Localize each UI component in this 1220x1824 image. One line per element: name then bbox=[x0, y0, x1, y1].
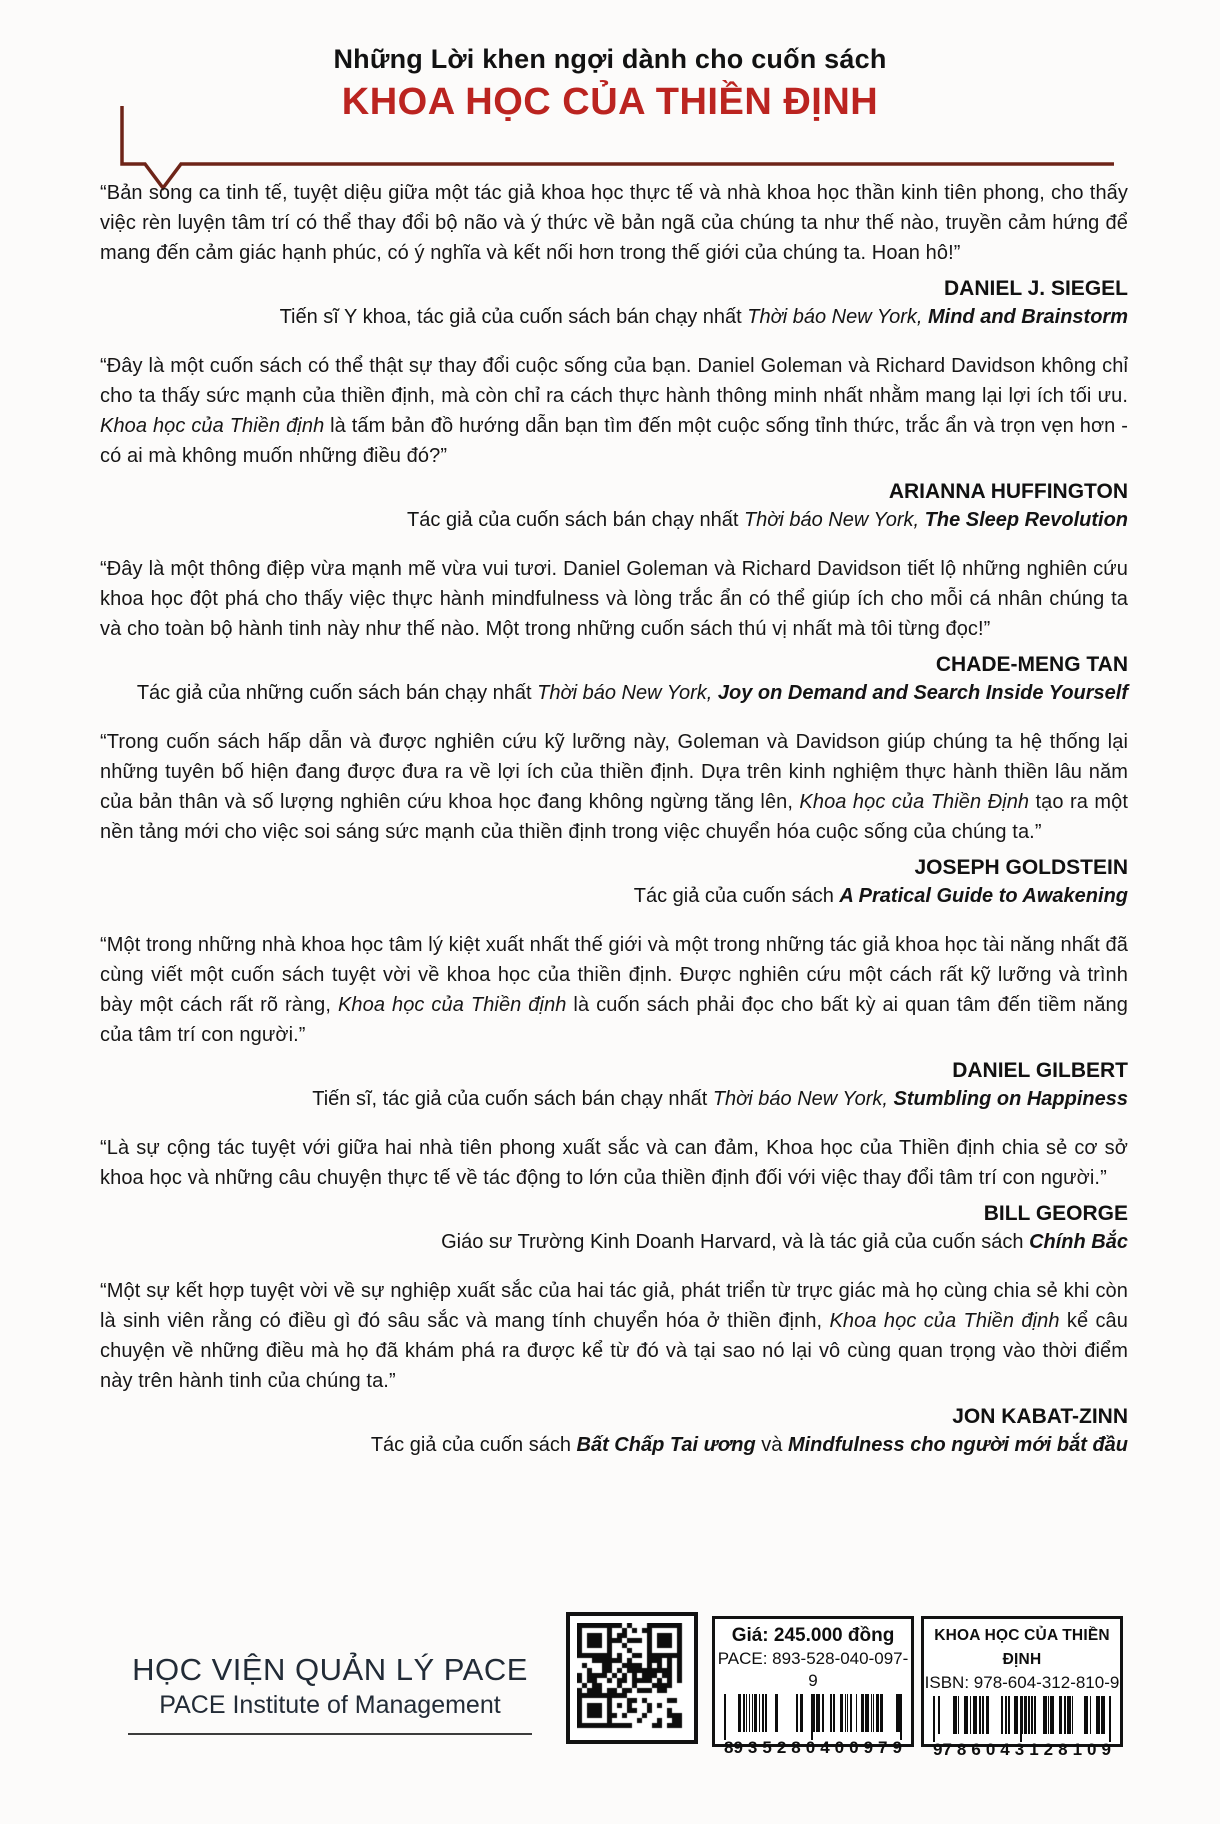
quote-credit: Tác giả của những cuốn sách bán chạy nhất Thời báo New York, Joy on Demand and Search Inside Yourself bbox=[136, 682, 1128, 704]
quote-text: “Đây là một thông điệp vừa mạnh mẽ vừa vui tươi. Daniel Goleman và Richard Davidson tiết lộ những nghiên cứu khoa học đột phá cho thấy việc thực hành mindfulness và lòng trắc ẩn có thể giúp ích cho mỗi cá nhân chúng ta và cho toàn bộ hành tinh này như thế nào. Một trong những cuốn sách thú vị nhất mà tôi từng đọc!” bbox=[100, 558, 1128, 640]
quote-credit: Giáo sư Trường Kinh Doanh Harvard, và là tác giả của cuốn sách Chính Bắc bbox=[441, 1231, 1128, 1253]
isbn-barcode bbox=[932, 1696, 1112, 1742]
quote-text: “Đây là một cuốn sách có thể thật sự thay đổi cuộc sống của bạn. Daniel Goleman và Richard Davidson không chỉ cho ta thấy sức mạnh của thiền định, mà còn chỉ ra cách thực hành thông minh nhất nhằm mang lại lợi ích tối ưu. Khoa học của Thiền định là tấm bản đồ hướng dẫn bạn tìm đến một cuộc sống tỉnh thức, trắc ẩn và trọn vẹn hơn - có ai mà không muốn những điều đó?” bbox=[100, 355, 1128, 467]
quotes-list bbox=[100, 178, 1128, 1479]
quote-author: JON KABAT-ZINN bbox=[952, 1405, 1128, 1428]
publisher-name: HỌC VIỆN QUẢN LÝ PACE bbox=[132, 1652, 528, 1687]
praise-subtitle: Những Lời khen ngợi dành cho cuốn sách bbox=[333, 44, 887, 74]
book-title: KHOA HỌC CỦA THIỀN ĐỊNH bbox=[341, 81, 879, 123]
quote-text: “Bản song ca tinh tế, tuyệt diệu giữa một tác giả khoa học thực tế và nhà khoa học thần kinh tiên phong, cho thấy việc rèn luyện tâm trí có thể thay đổi bộ não và ý thức về bản ngã của chúng ta như thế nào, truyền cảm hứng để mang đến cảm giác hạnh phúc, có ý nghĩa và kết nối hơn trong thế giới của chúng ta. Hoan hô!” bbox=[100, 182, 1128, 264]
quote-author: CHADE-MENG TAN bbox=[935, 653, 1128, 676]
price-barcode-box bbox=[712, 1616, 914, 1757]
publisher-block bbox=[128, 1652, 532, 1735]
quote-credit: Tác giả của cuốn sách Bất Chấp Tai ương và Mindfulness cho người mới bắt đầu bbox=[370, 1434, 1128, 1456]
quote-author: DANIEL GILBERT bbox=[952, 1059, 1128, 1082]
quote-block bbox=[100, 930, 1128, 1114]
quote-block bbox=[100, 727, 1128, 911]
price-label: Giá: 245.000 đồng bbox=[731, 1625, 895, 1646]
isbn-box-title: KHOA HỌC CỦA THIỀN ĐỊNH bbox=[934, 1627, 1110, 1668]
quote-text: “Trong cuốn sách hấp dẫn và được nghiên cứu kỹ lưỡng này, Goleman và Davidson giúp chúng ta hệ thống lại những tuyên bố hiện đang được đưa ra về lợi ích của thiền định. Dựa trên kinh nghiệm thực hành thiền lâu năm của bản thân và số lượng nghiên cứu khoa học đang không ngừng tăng lên, Khoa học của Thiền Định tạo ra một nền tảng mới cho việc soi sáng sức mạnh của thiền định trong việc chuyển hóa cuộc sống của chúng ta.” bbox=[100, 731, 1128, 843]
quote-author: ARIANNA HUFFINGTON bbox=[888, 480, 1128, 503]
quote-author: JOSEPH GOLDSTEIN bbox=[914, 856, 1128, 879]
quote-block bbox=[100, 554, 1128, 708]
isbn-barcode-digits: 9 786043 128109 bbox=[933, 1740, 1116, 1759]
price-barcode bbox=[723, 1694, 903, 1740]
pace-code-label: PACE: 893-528-040-097-9 bbox=[717, 1649, 909, 1690]
quote-block bbox=[100, 1133, 1128, 1257]
quote-credit: Tác giả của cuốn sách bán chạy nhất Thời báo New York, The Sleep Revolution bbox=[407, 509, 1128, 531]
quote-block bbox=[100, 178, 1128, 332]
quote-text: “Một trong những nhà khoa học tâm lý kiệt xuất nhất thế giới và một trong những tác giả khoa học tài năng nhất đã cùng viết một cuốn sách tuyệt vời về khoa học của thiền định. Được nghiên cứu một cách rất kỹ lưỡng và trình bày một cách rất rõ ràng, Khoa học của Thiền định là cuốn sách phải đọc cho bất kỳ ai quan tâm đến tiềm năng của tâm trí con người.” bbox=[100, 934, 1129, 1046]
qr-code-pattern bbox=[577, 1623, 687, 1733]
publisher-subname: PACE Institute of Management bbox=[159, 1691, 501, 1719]
quote-block bbox=[100, 1276, 1128, 1460]
quote-block bbox=[100, 351, 1128, 535]
quote-text: “Một sự kết hợp tuyệt vời về sự nghiệp xuất sắc của hai tác giả, phát triển từ trực giác mà họ cùng chia sẻ khi còn là sinh viên rằng có điều gì đó sâu sắc và mang tính chuyển hóa ở thiền định, Khoa học của Thiền định kể câu chuyện về những điều mà họ đã khám phá ra được kể từ đó và tại sao nó lại vô cùng quan trọng vào thời điểm này trên hành tinh của chúng ta.” bbox=[100, 1280, 1128, 1392]
isbn-barcode-box bbox=[921, 1616, 1123, 1759]
price-barcode-digits: 8 935280 400979 bbox=[724, 1738, 907, 1757]
quote-credit: Tác giả của cuốn sách A Pratical Guide to Awakening bbox=[633, 885, 1128, 907]
quote-credit: Tiến sĩ, tác giả của cuốn sách bán chạy nhất Thời báo New York, Stumbling on Happiness bbox=[312, 1088, 1128, 1110]
quote-credit: Tiến sĩ Y khoa, tác giả của cuốn sách bán chạy nhất Thời báo New York, Mind and Brainstorm bbox=[279, 306, 1128, 328]
publisher-rule bbox=[128, 1733, 532, 1735]
header bbox=[0, 44, 1220, 124]
qr-code bbox=[566, 1612, 698, 1744]
quote-text: “Là sự cộng tác tuyệt với giữa hai nhà tiên phong xuất sắc và can đảm, Khoa học của Thiền định chia sẻ cơ sở khoa học và những câu chuyện thực tế về tác động to lớn của thiền định đối với việc thay đổi tâm trí con người.” bbox=[100, 1137, 1128, 1189]
quote-author: BILL GEORGE bbox=[983, 1202, 1128, 1225]
isbn-label: ISBN: 978-604-312-810-9 bbox=[924, 1673, 1120, 1692]
quote-author: DANIEL J. SIEGEL bbox=[944, 277, 1128, 300]
